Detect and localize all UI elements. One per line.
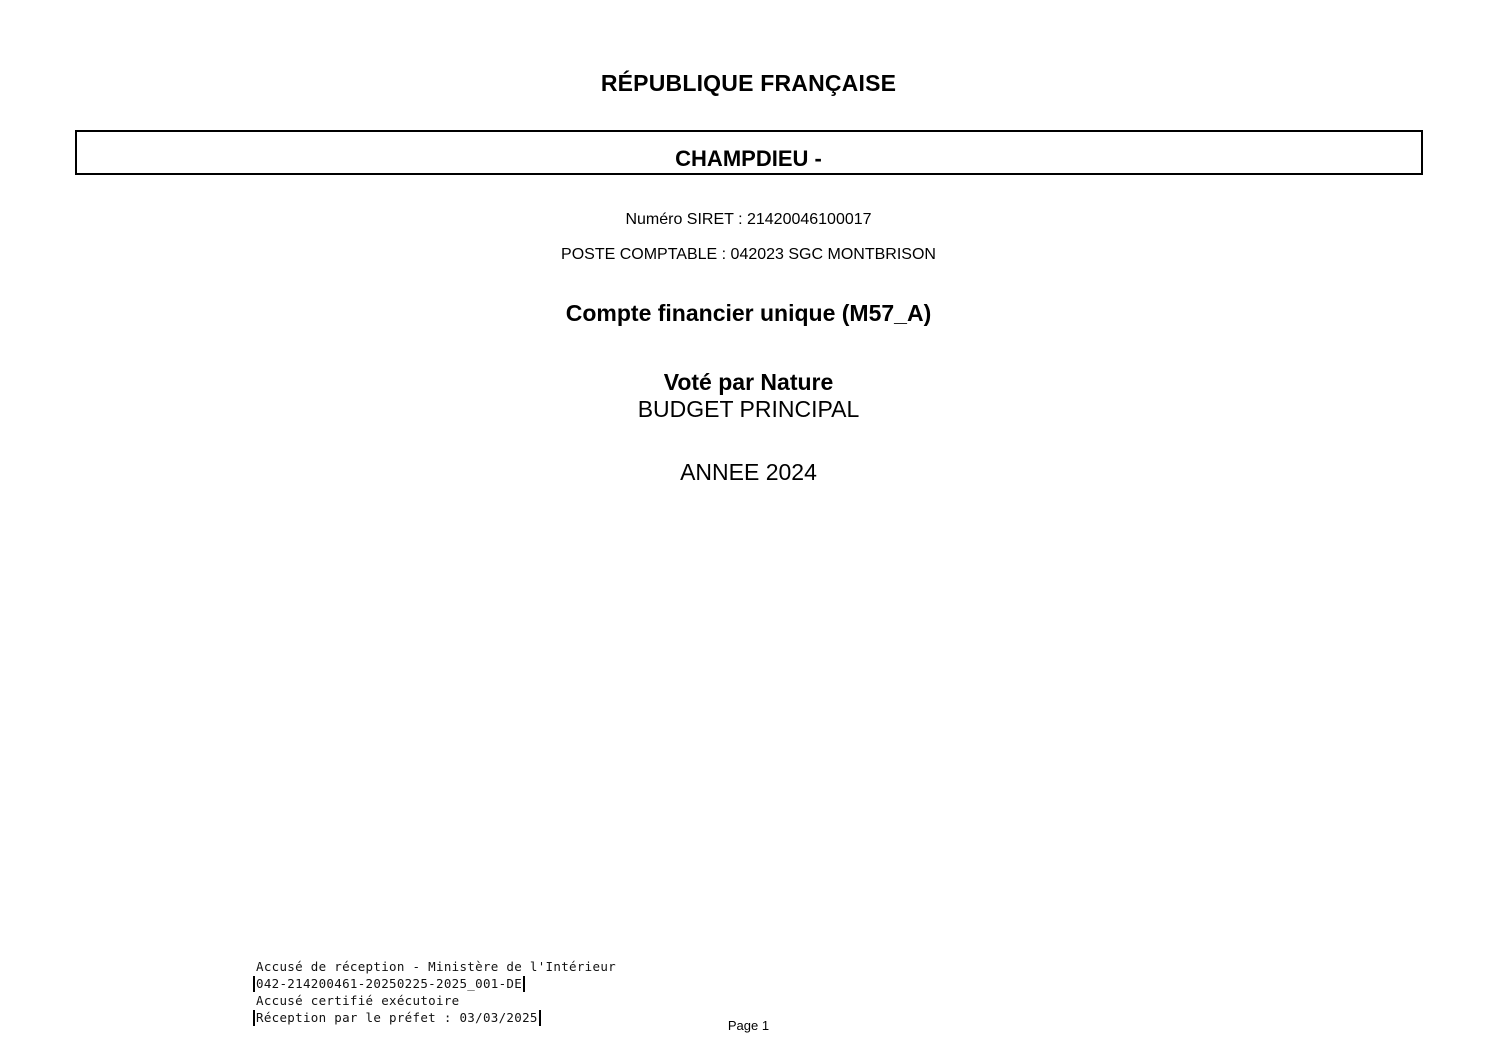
country-heading: RÉPUBLIQUE FRANÇAISE bbox=[600, 70, 897, 96]
stamp-line-reference: 042-214200461-20250225-2025_001-DE bbox=[252, 975, 672, 992]
stamp-line-certified: Accusé certifié exécutoire bbox=[256, 993, 460, 1008]
siret-number: Numéro SIRET : 21420046100017 bbox=[625, 211, 872, 228]
document-title: Compte financier unique (M57_A) bbox=[565, 300, 932, 326]
reception-stamp bbox=[252, 958, 672, 1026]
budget-name: BUDGET PRINCIPAL bbox=[637, 396, 860, 422]
vote-mode: Voté par Nature bbox=[663, 369, 834, 395]
stamp-line-prefet: Réception par le préfet : 03/03/2025 bbox=[252, 1009, 672, 1026]
stamp-bar bbox=[523, 976, 525, 992]
commune-name: CHAMPDIEU - bbox=[675, 146, 822, 171]
fiscal-year: ANNEE 2024 bbox=[680, 459, 817, 485]
stamp-line-reception: Accusé de réception - Ministère de l'Intérieur bbox=[256, 959, 616, 974]
page-number: Page 1 bbox=[727, 1018, 770, 1033]
poste-comptable: POSTE COMPTABLE : 042023 SGC MONTBRISON bbox=[561, 246, 936, 263]
stamp-bar bbox=[253, 976, 255, 992]
